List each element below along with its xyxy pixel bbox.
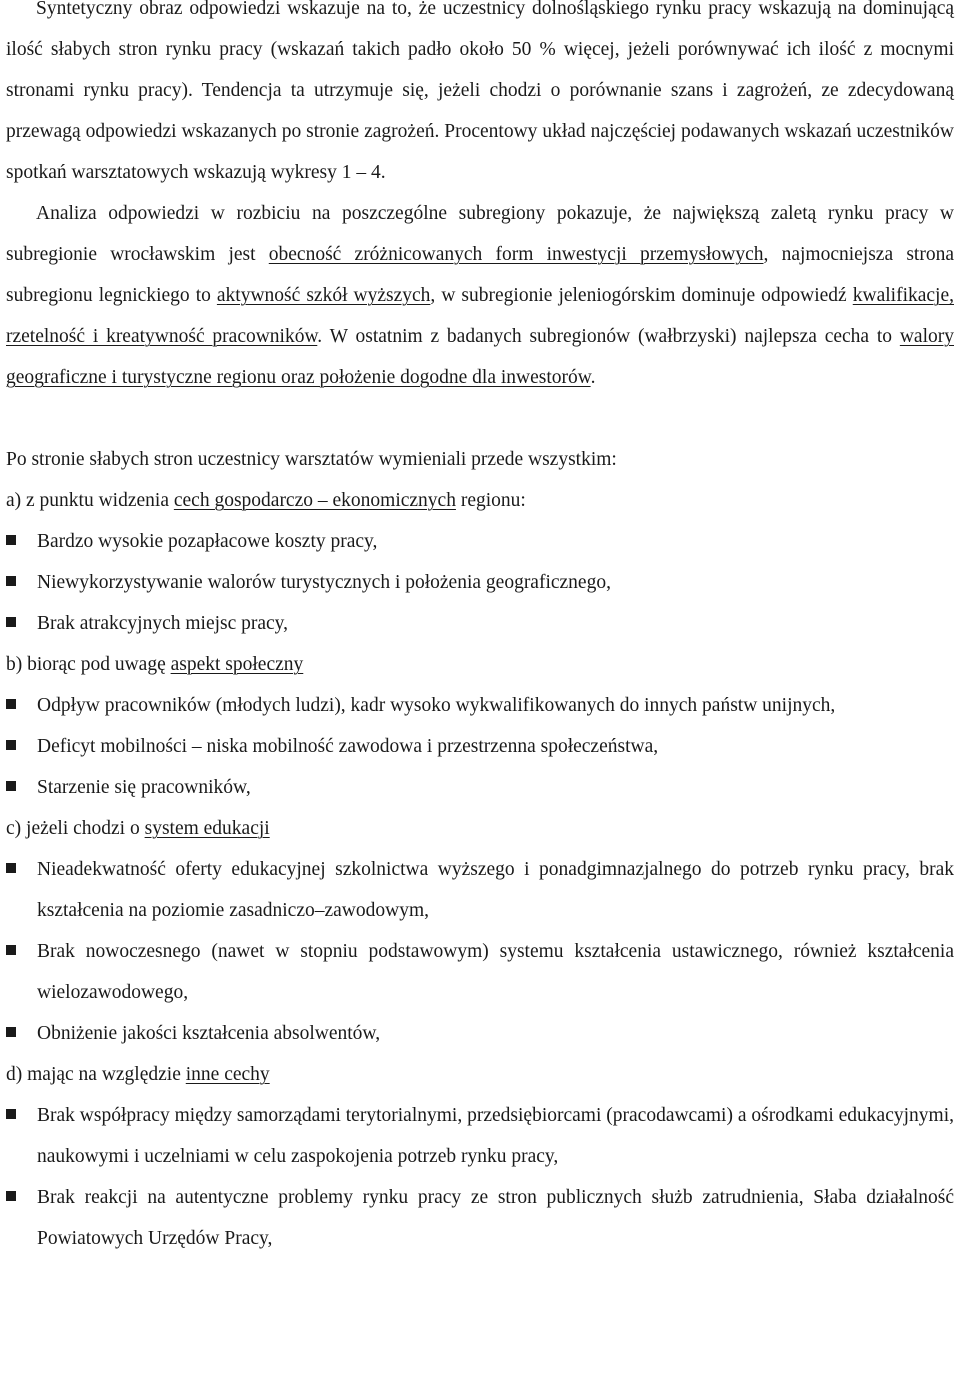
subregions-text-4: . W ostatnim z badanych subregionów (wałbrzyski) najlepsza cecha to <box>317 326 900 347</box>
section-d-topic: inne cechy <box>185 1064 270 1085</box>
section-a-prefix: a) z punktu widzenia <box>6 490 174 511</box>
list-item <box>6 726 954 767</box>
square-bullet-icon <box>6 685 37 726</box>
list-item <box>6 1095 954 1177</box>
list-item-text: Brak współpracy między samorządami terytorialnymi, przedsiębiorcami (pracodawcami) a ośrodkami edukacyjnymi, naukowymi i uczelniami w celu zaspokojenia potrzeb rynku pracy, <box>37 1105 954 1167</box>
section-c-heading <box>6 808 954 849</box>
walbrzych-strength: walory geograficzne i turystyczne regionu oraz położenie dogodne dla inwestorów <box>6 326 954 388</box>
square-bullet-icon <box>6 562 37 603</box>
square-bullet-icon <box>6 603 37 644</box>
section-a-suffix: regionu: <box>455 490 526 511</box>
list-item-text: Bardzo wysokie pozapłacowe koszty pracy, <box>37 531 378 552</box>
weaknesses-intro: Po stronie słabych stron uczestnicy warsztatów wymieniali przede wszystkim: <box>6 449 617 470</box>
legnica-strength: aktywność szkół wyższych <box>216 285 431 306</box>
section-c-prefix: c) jeżeli chodzi o <box>6 818 145 839</box>
list-item <box>6 603 954 644</box>
list-item-text: Niewykorzystywanie walorów turystycznych i położenia geograficznego, <box>37 572 611 593</box>
list-item-text: Brak atrakcyjnych miejsc pracy, <box>37 613 289 634</box>
square-bullet-icon <box>6 849 37 890</box>
subregions-text-5: . <box>590 367 596 388</box>
list-item-text: Odpływ pracowników (młodych ludzi), kadr wysoko wykwalifikowanych do innych państw unijnych, <box>37 695 836 716</box>
section-a-heading <box>6 480 954 521</box>
list-item-text: Nieadekwatność oferty edukacyjnej szkolnictwa wyższego i ponadgimnazjalnego do potrzeb rynku pracy, brak kształcenia na poziomie zasadniczo–zawodowym, <box>37 859 954 921</box>
square-bullet-icon <box>6 726 37 767</box>
subregions-text-2: , najmocniejsza strona subregionu legnickiego to <box>6 244 954 306</box>
list-item <box>6 1177 954 1259</box>
list-item <box>6 767 954 808</box>
section-d-prefix: d) mając na względzie <box>6 1064 186 1085</box>
square-bullet-icon <box>6 1177 37 1218</box>
list-item-text: Brak nowoczesnego (nawet w stopniu podstawowym) systemu kształcenia ustawicznego, również kształcenia wielozawodowego, <box>37 941 954 1003</box>
list-item <box>6 562 954 603</box>
list-item <box>6 521 954 562</box>
section-b-topic: aspekt społeczny <box>170 654 304 675</box>
section-b-prefix: b) biorąc pod uwagę <box>6 654 171 675</box>
list-item-text: Deficyt mobilności – niska mobilność zawodowa i przestrzenna społeczeństwa, <box>37 736 659 757</box>
jelenia-gora-strength: kwalifikacje, rzetelność i kreatywność pracowników <box>6 285 954 347</box>
section-a-topic: cech gospodarczo – ekonomicznych <box>173 490 456 511</box>
subregions-text-1: Analiza odpowiedzi w rozbiciu na poszczególne subregiony pokazuje, że największą zaletą rynku pracy w subregionie wrocławskim jest <box>6 203 954 265</box>
list-item-text: Obniżenie jakości kształcenia absolwentów, <box>37 1023 381 1044</box>
intro-paragraph: Syntetyczny obraz odpowiedzi wskazuje na to, że uczestnicy dolnośląskiego rynku pracy wskazują na dominującą ilość słabych stron rynku pracy (wskazań takich padło około 50 % więcej, jeżeli porównywać ich ilość z mocnymi stronami rynku pracy). Tendencja ta utrzymuje się, jeżeli chodzi o porównanie szans i zagrożeń, ze zdecydowaną przewagą odpowiedzi wskazanych po stronie zagrożeń. Procentowy układ najczęściej podawanych wskazań uczestników spotkań warsztatowych wskazują wykresy 1 – 4. <box>6 0 954 183</box>
list-item <box>6 849 954 931</box>
square-bullet-icon <box>6 521 37 562</box>
subregions-text-3: , w subregionie jeleniogórskim dominuje odpowiedź <box>430 285 853 306</box>
list-item <box>6 685 954 726</box>
wroclaw-strength: obecność zróżnicowanych form inwestycji przemysłowych <box>268 244 764 265</box>
section-d-heading <box>6 1054 954 1095</box>
square-bullet-icon <box>6 931 37 972</box>
list-item-text: Starzenie się pracowników, <box>37 777 251 798</box>
section-b-heading <box>6 644 954 685</box>
list-item-text: Brak reakcji na autentyczne problemy rynku pracy ze stron publicznych służb zatrudnienia, Słaba działalność Powiatowych Urzędów Pracy, <box>37 1187 954 1249</box>
section-c-topic: system edukacji <box>144 818 270 839</box>
square-bullet-icon <box>6 767 37 808</box>
list-item <box>6 1013 954 1054</box>
square-bullet-icon <box>6 1013 37 1054</box>
subregions-paragraph <box>6 193 954 398</box>
square-bullet-icon <box>6 1095 37 1136</box>
list-item <box>6 931 954 1013</box>
